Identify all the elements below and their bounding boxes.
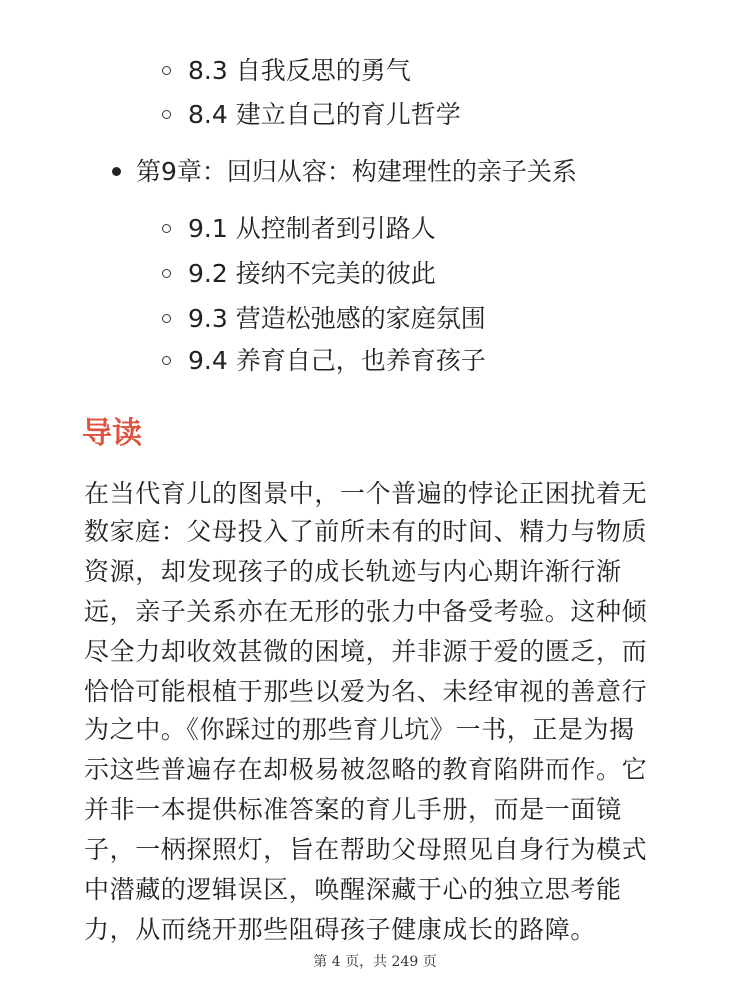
toc-subitem: [188, 256, 436, 292]
paragraph-line: 示这些普遍存在却极易被忽略的教育陷阱而作。它: [84, 755, 648, 784]
page-number: 第 4 页，共 249 页: [313, 954, 437, 970]
paragraph-line: 为之中。《你踩过的那些育儿坑》一书，正是为揭: [84, 715, 635, 744]
hollow-bullet-icon: [162, 314, 171, 323]
hollow-bullet-icon: [162, 66, 171, 75]
hollow-bullet-icon: [162, 110, 171, 119]
paragraph-line: 资源，却发现孩子的成长轨迹与内心期许渐行渐: [84, 557, 622, 586]
toc-subitem: [188, 211, 436, 247]
hollow-bullet-icon: [162, 356, 171, 365]
toc-chapter-item: [136, 154, 577, 190]
paragraph-line: 中潜藏的逻辑误区，唤醒深藏于心的独立思考能: [84, 875, 622, 904]
toc-subitem-label: 9.1 从控制者到引路人: [188, 214, 436, 243]
paragraph-line: 尽全力却收效甚微的困境，并非源于爱的匮乏，而: [84, 637, 648, 666]
toc-subitem: [188, 343, 486, 379]
paragraph-line: 子，一柄探照灯，旨在帮助父母照见自身行为模式: [84, 835, 648, 864]
paragraph-line: 在当代育儿的图景中，一个普遍的悖论正困扰着无: [84, 479, 648, 508]
paragraph-line: 力，从而绕开那些阻碍孩子健康成长的路障。: [84, 915, 597, 944]
toc-subitem: [188, 97, 461, 133]
hollow-bullet-icon: [162, 269, 171, 278]
toc-subitem: [188, 53, 411, 89]
paragraph-line: 并非一本提供标准答案的育儿手册，而是一面镜: [84, 795, 622, 824]
toc-subitem-label: 8.3 自我反思的勇气: [188, 56, 411, 85]
hollow-bullet-icon: [162, 224, 171, 233]
toc-subitem-label: 9.3 营造松弛感的家庭氛围: [188, 304, 486, 333]
toc-subitem: [188, 301, 486, 337]
toc-subitem-label: 9.4 养育自己，也养育孩子: [188, 346, 486, 375]
toc-chapter-label: 第9章：回归从容：构建理性的亲子关系: [136, 157, 577, 186]
paragraph-line: 恰恰可能根植于那些以爱为名、未经审视的善意行: [84, 677, 648, 706]
toc-subitem-label: 9.2 接纳不完美的彼此: [188, 259, 436, 288]
filled-bullet-icon: [112, 167, 121, 176]
paragraph-line: 远，亲子关系亦在无形的张力中备受考验。这种倾: [84, 597, 648, 626]
section-heading: 导读: [82, 416, 142, 451]
toc-subitem-label: 8.4 建立自己的育儿哲学: [188, 100, 461, 129]
paragraph-line: 数家庭：父母投入了前所未有的时间、精力与物质: [84, 517, 648, 546]
